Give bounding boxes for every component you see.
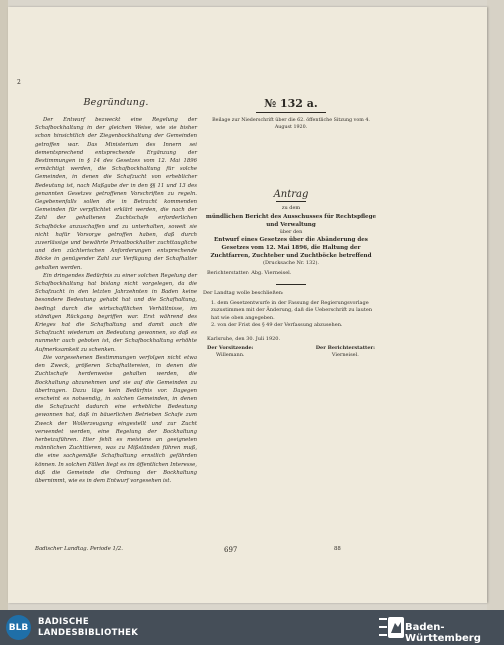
vorsitzender-name: Willemann. [215, 351, 245, 358]
entwurf-title: Entwurf eines Gesetzes über die Abänderung des Gesetzes vom 12. Mai 1896, die Haltung der Zuchtfarren, Zuchteber und Zuchtböcke betreffend [210, 237, 372, 259]
beschluss-intro: Der Landtag wolle beschließen: [203, 290, 284, 296]
blb-logo-icon[interactable]: BLB [6, 615, 31, 640]
begruendung-paragraph-1: Der Entwurf bezweckt eine Regelung der Schafbockhaltung in der gleichen Weise, wie sie bisher schon hinsichtlich der Ziegenbockhaltung der Gemeinden getroffen war. Das Ministerium des Innern sei dementsprechend entsprechende Ergänzung der Bestimmungen in § 14 des Gesetzes vom 12. Mai 1896 ermächtigt werden, die Schafbockhaltung für solche Gemeinden, in denen die Schafzucht von erheblicher Bedeutung ist, nach Maßgabe der in den §§ 11 und 13 des genannten Gesetzes getroffenen Vorschriften zu regeln. Gegebenenfalls sollen die in Betracht kommenden Gemeinden für verpflichtet erklärt werden, die nach der Zahl der gehaltenen Zuchtschafe erforderlichen Schafböcke anzuschaffen und zu unterhalten, soweit sie nicht hafür Vorsorge getroffen haben, daß durch zuverlässige und bewährte Privatbockhalter zuchttaugliche und den züchterischen Anforderungen entsprechende Böcke in genügender Zahl zur Verfügung der Schafhalter gehalten werden. [35, 117, 197, 271]
place-date: Karlsruhe, den 30. Juli 1920. [207, 335, 281, 342]
berichterstatter-label: Der Berichterstatter: [315, 344, 375, 351]
signature-left [207, 345, 253, 359]
vorsitzender-label: Der Vorsitzende: [207, 344, 254, 351]
berichterstatter-name: Vierneisel. [331, 351, 359, 358]
state-name[interactable]: Baden-Württemberg [405, 622, 481, 644]
beschluss-item-2: 2. von der Frist des § 49 der Verfassung abzusehen. [211, 322, 343, 328]
section-divider [276, 284, 306, 285]
left-column [35, 97, 197, 485]
footer-page-number: 697 [224, 546, 238, 554]
antrag-underline [276, 201, 306, 202]
page-number: 2 [17, 79, 21, 86]
library-name[interactable] [38, 617, 138, 639]
right-column [203, 97, 379, 359]
footer-banner [0, 610, 504, 645]
baden-wuerttemberg-lions-icon[interactable] [378, 615, 406, 640]
begruendung-heading: Begründung. [83, 97, 149, 108]
ueber-den-label: über den [279, 228, 303, 235]
beschluss-item-1: 1. dem Gesetzentwurfe in der Fassung der Regierungsvorlage zuzustimmen mit der Änderung, daß die Ueberschrift zu lauten hat wie oben angegeben. [211, 299, 373, 321]
library-name-line1: BADISCHE [38, 617, 89, 627]
footer-left: Badischer Landtag. Periode 1/2. [35, 546, 123, 552]
beilage-note: Beilage zur Niederschrift über die 62. öffentliche Sitzung vom 4. August 1920. [212, 118, 370, 130]
document-number: № 132 a. [264, 97, 318, 110]
bericht-title: mündlichen Bericht des Ausschusses für Rechtspflege und Verwaltung [205, 213, 377, 228]
scan-edge [0, 0, 8, 610]
library-name-line2: LANDESBIBLIOTHEK [38, 628, 139, 638]
footer-sheet-number: 88 [334, 546, 341, 552]
signature-block [203, 345, 379, 359]
begruendung-paragraph-3: Die vorgesehenen Bestimmungen verfolgen nicht etwa den Zweck, größeren Schafhaltereien, in denen die Zuchtschafe herdenweise gehalten werden, die Bockhaltung abzunehmen und sie auf die Gemeinden zu übertragen. Dazu läge kein Bedürfnis vor. Dagegen erscheint es notwendig, in solchen Gemeinden, in denen die Schafzucht dadurch eine erhebliche Bedeutung gewonnen hat, daß in bäuerlichen Betrieben Schafe zum Zweck der Wollerzeugung eingestellt und zur Zucht verwendet werden, eine Regelung der Bockhaltung herbeizuführen. Hier fehlt es meistens an geeigneten männlichen Zuchttieren, was zu Mißständen führen muß, die eine sachgemäße Schafhaltung ernstlich gefährden können. In solchen Fällen liegt es im öffentlichen Interesse, daß die Gemeinde die Ordnung der Bockhaltung übernimmt, wie es in dem Entwurf vorgesehen ist. [35, 354, 197, 484]
document-page [8, 7, 487, 603]
number-underline [256, 112, 326, 113]
berichterstatter-line: Berichterstatter: Abg. Vierneisel. [207, 269, 292, 276]
antrag-title: Antrag [273, 189, 309, 200]
zu-dem-label: zu dem [281, 205, 301, 211]
begruendung-paragraph-2: Ein dringendes Bedürfnis zu einer solchen Regelung der Schafbockhaltung hat bislang nicht vorgelegen, da die Schafzucht in den letzten Jahrzehnten in Baden keine besondere Bedeutung gehabt hat und die Schafhaltung, bedingt durch die wirtschaftlichen Verhältnisse, im ständigen Rückgang begriffen war. Erst während des Krieges hat die Schafhaltung und damit auch die Schafzucht wiederum an Bedeutung gewonnen, so daß es nunmehr auch geboten ist, der Schafbockhaltung erhöhte Aufmerksamkeit zu schenken. [35, 272, 197, 353]
drucksache-ref: (Drucksache Nr. 132). [263, 260, 319, 266]
signature-right [316, 345, 375, 359]
scan-margin-strip [487, 0, 504, 610]
